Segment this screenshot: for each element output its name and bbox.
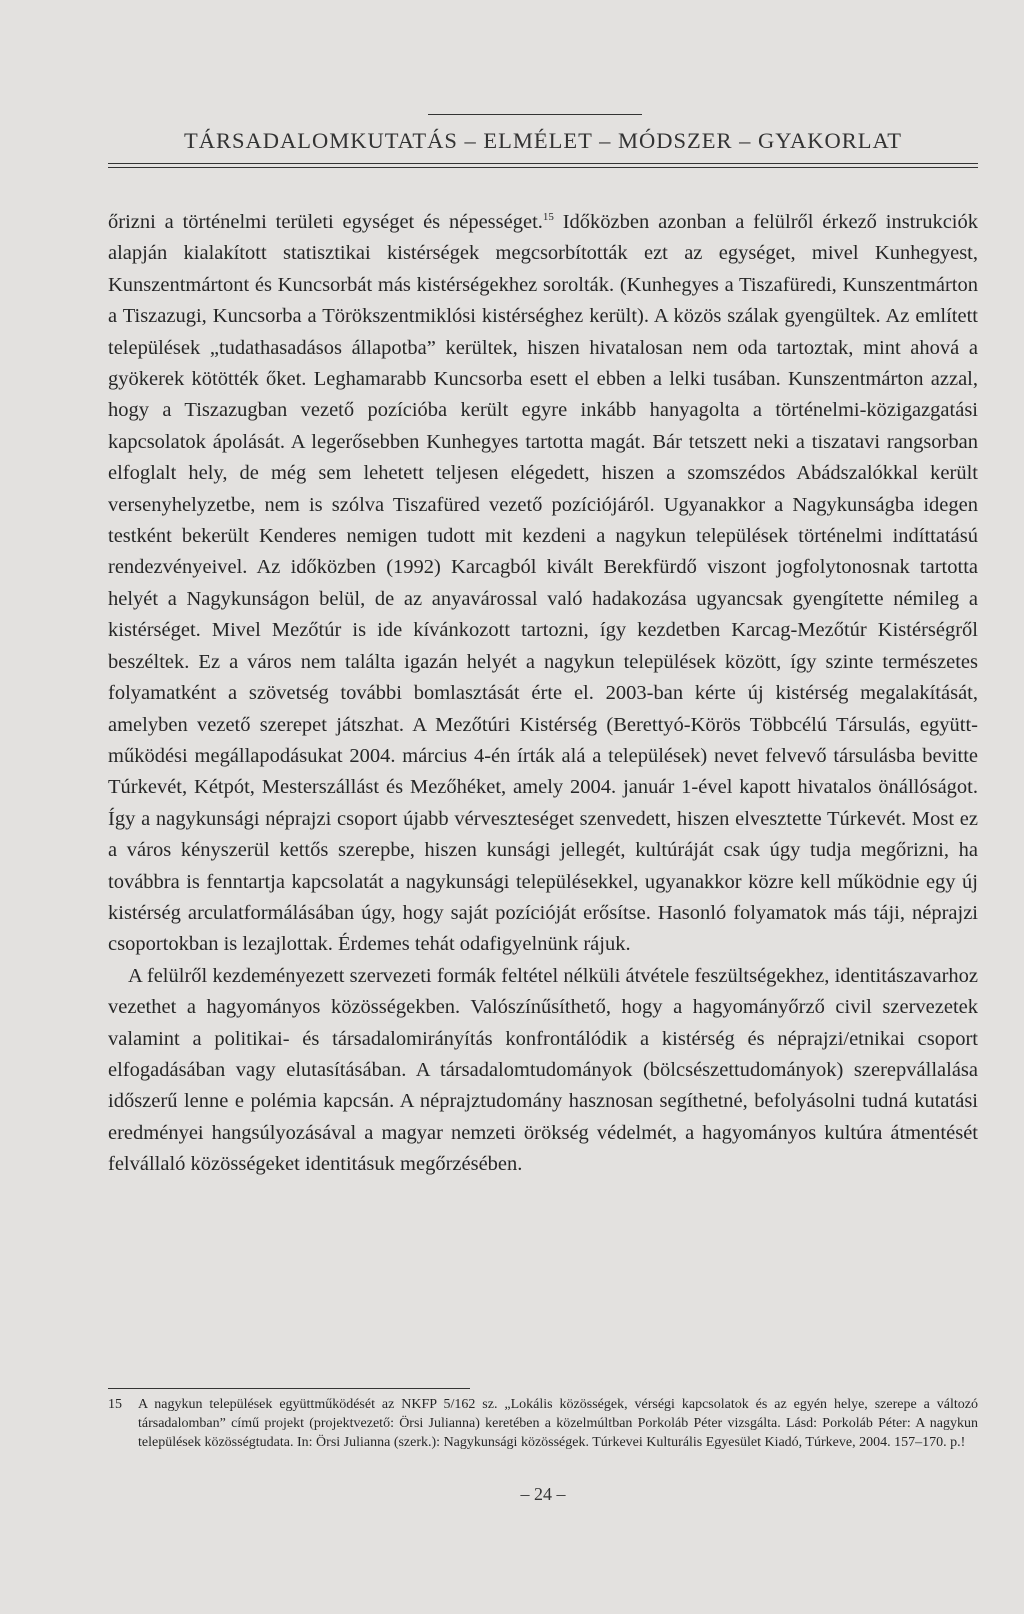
- paragraph-1: [108, 207, 978, 961]
- footnote-separator: [108, 1388, 470, 1389]
- paragraph-1-rest: Időközben azonban a felülről érkező instrukciók alapján kialakított statisztikai kistérségek megcsorbították ezt az egységet, mivel Kunhegyest, Kunszentmártont és Kuncsorbát más kistérségekhez sorolták. (Kunhegyes a Tiszafüredi, Kunszentmárton a Tiszazugi, Kuncsorba a Törökszentmiklósi kistérséghez került). A közös szálak gyengültek. Az említett települések „tudathasadásos állapotba” kerültek, hiszen hivatalosan nem oda tartoztak, mint ahová a gyökerek kötötték őket. Leghamarabb Kuncsorba esett el ebben a lelki tusában. Kunszentmárton azzal, hogy a Tiszazugban vezető pozícióba került egyre inkább hanyagolta a történelmi-közigazgatási kapcsolatok ápolását. A legerősebben Kunhegyes tartotta magát. Bár tetszett neki a tiszatavi rangsorban elfoglalt hely, de még sem lehetett teljesen elégedett, hiszen a szomszédos Abádszalókkal került versenyhelyzetbe, nem is szólva Tiszafüred vezető pozíciójáról. Ugyanakkor a Nagykunságba idegen testként bekerült Kenderes nemigen tudott mit kezdeni a nagykun települések történelmi indíttatású rendezvényeivel. Az időközben (1992) Karcagból kivált Berekfürdő viszont jogfolytonosnak tartotta helyét a Nagykunságon belül, de az anyavárossal való hadakozása ugyancsak gyengítette némileg a kistérséget. Mivel Mezőtúr is ide kívánkozott tartozni, így kezdetben Karcag-Mezőtúr Kistérségről beszéltek. Ez a város nem találta igazán helyét a nagykun települések között, így szinte természetes folyamatként a szövetség további bomlasztását érte el. 2003-ban kérte új kistérség megalakítását, amelyben vezető szerepet játszhat. A Mezőtúri Kistérség (Berettyó-Körös Többcélú Társulás, együttműködési megállapodásukat 2004. március 4-én írták alá a települések) nevet felvevő társulásba bevitte Túrkevét, Kétpót, Mesterszállást és Mezőhéket, amely 2004. január 1-ével kapott hivatalos önállóságot. Így a nagykunsági néprajzi csoport újabb vérveszteséget szenvedett, hiszen elvesztette Túrkevét. Most ez a város kényszerül kettős szerepbe, hiszen kunsági jellegét, kultúráját csak úgy tudja megőrizni, ha továbbra is fenntartja kapcsolatát a nagykunsági településekkel, ugyanakkor közre kell működnie egy új kistérség arculatformálásában úgy, hogy saját pozícióját erősítse. Hasonló folyamatok más táji, néprajzi csoportokban is lezajlottak. Érdemes tehát odafigyelnünk rájuk.: [108, 211, 978, 956]
- paragraph-1-start: őrizni a történelmi területi egységet és népességet.: [108, 211, 543, 233]
- page-number: – 24 –: [520, 1484, 566, 1504]
- footnote-number: 15: [108, 1397, 122, 1412]
- header-double-rule: [108, 163, 978, 168]
- paragraph-2: A felülről kezdeményezett szervezeti formák feltétel nélküli átvétele feszültségekhez, identitászavarhoz vezethet a hagyományos közösségekben. Valószínűsíthető, hogy a hagyományőrző civil szervezetek valamint a politikai- és társadalomirányítás konfrontálódik a kistérség és néprajzi/etnikai csoport elfogadásában vagy elutasításában. A társadalomtudományok (bölcsészettudományok) szerepvállalása időszerű lenne e polémia kapcsán. A néprajztudomány hasznosan segíthetné, befolyásolni tudná kutatási eredményei hangsúlyozásával a magyar nemzeti örökség védelmét, a hagyományos kultúra átmentését felvállaló közösségeket identitásuk megőrzésében.: [108, 964, 978, 1176]
- main-text: [108, 207, 978, 1181]
- footnote: [108, 1395, 978, 1452]
- footnote-reference[interactable]: 15: [542, 211, 554, 223]
- footnote-text: A nagykun települések együttműködését az NKFP 5/162 sz. „Lokális közösségek, vérségi kapcsolatok és az egyén helye, szerepe a változó társadalomban” című projekt (projektvezető: Örsi Julianna) keretében a közelmúltban Porkoláb Péter vizsgálta. Lásd: Porkoláb Péter: A nagykun települések közösségtudata. In: Örsi Julianna (szerk.): Nagykunsági közösségek. Túrkevei Kulturális Egyesület Kiadó, Túrkeve, 2004. 157–170. p.!: [138, 1397, 978, 1450]
- header-top-rule: [428, 114, 642, 115]
- running-header: TÁRSADALOMKUTATÁS – ELMÉLET – MÓDSZER – GYAKORLAT: [183, 128, 903, 153]
